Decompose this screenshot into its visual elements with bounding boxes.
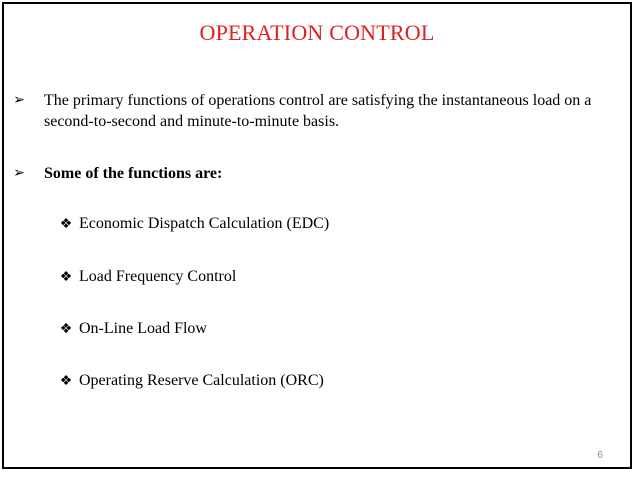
arrow-bullet-icon: ➢ [13,93,25,108]
arrow-bullet-icon: ➢ [13,166,25,181]
diamond-bullet-icon: ❖ [59,322,73,337]
sub-item-text: On-Line Load Flow [79,320,207,337]
bullet-text: Some of the functions are: [44,165,223,182]
page-number: 6 [597,450,603,461]
sub-item-economic-dispatch [58,213,329,235]
sub-item-text: Load Frequency Control [79,268,237,285]
sub-item-online-load-flow [58,318,207,340]
sub-item-operating-reserve [58,370,324,392]
bullet-item-primary-functions [12,90,634,132]
slide-title: OPERATION CONTROL [199,20,435,45]
bullet-text: The primary functions of operations control are satisfying the instantaneous load on a second-to-second and minute-to-minute basis. [44,92,592,130]
sub-item-text: Operating Reserve Calculation (ORC) [79,372,324,389]
sub-item-text: Economic Dispatch Calculation (EDC) [79,215,330,232]
diamond-bullet-icon: ❖ [59,217,73,232]
diamond-bullet-icon: ❖ [59,270,73,285]
slide-frame [2,2,632,469]
sub-item-load-frequency [58,266,236,288]
diamond-bullet-icon: ❖ [59,374,73,389]
bullet-item-functions-heading [12,163,222,184]
